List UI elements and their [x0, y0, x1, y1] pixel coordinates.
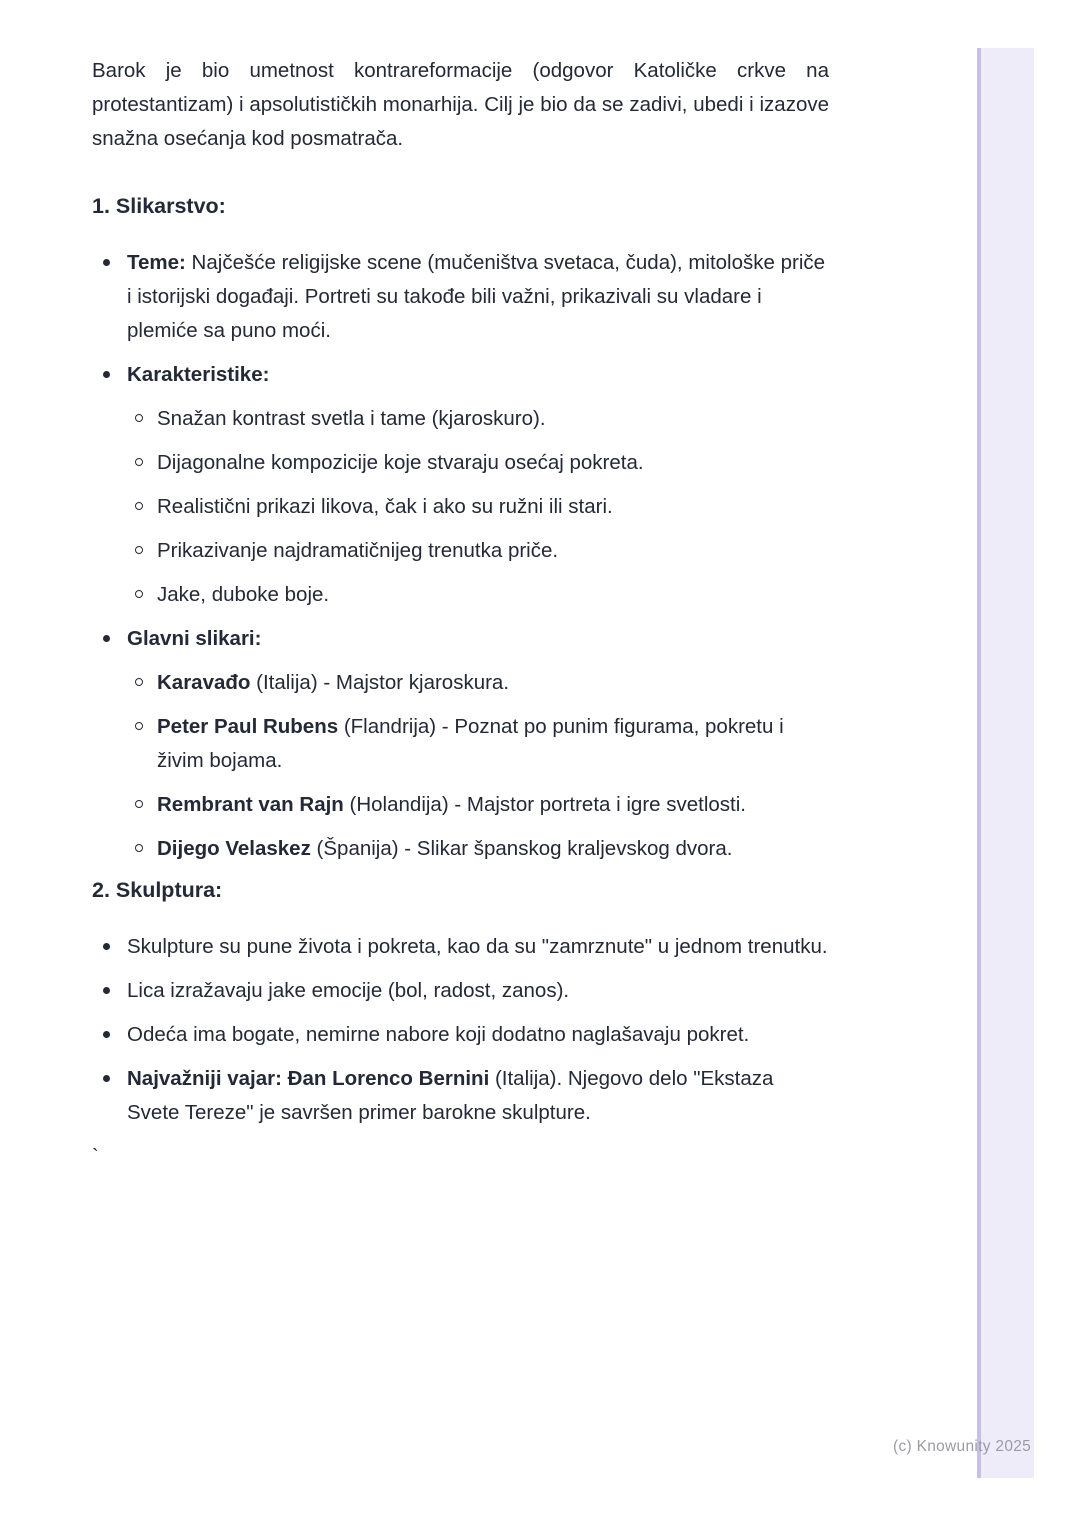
- bullet-icon: [103, 259, 110, 266]
- list-item-text: Dijagonalne kompozicije koje stvaraju osećaj pokreta.: [157, 451, 644, 474]
- list-item-painter: [127, 710, 829, 778]
- bullet-icon: [103, 371, 110, 378]
- list-item-painter: [127, 832, 829, 866]
- list-item-text: Lica izražavaju jake emocije (bol, radost, zanos).: [127, 979, 570, 1002]
- list-item: [127, 534, 829, 568]
- circle-bullet-icon: [135, 722, 143, 730]
- list-item-painter: [127, 666, 829, 700]
- painter-name: Rembrant van Rajn: [157, 793, 344, 816]
- circle-bullet-icon: [135, 800, 143, 808]
- painter-description: (Italija) - Majstor kjaroskura.: [250, 671, 510, 694]
- list-item-karakteristike: [92, 358, 829, 612]
- painter-description: (Holandija) - Majstor portreta i igre svetlosti.: [343, 793, 746, 816]
- circle-bullet-icon: [135, 546, 143, 554]
- list-item-bold-label: Karakteristike:: [127, 363, 270, 386]
- circle-bullet-icon: [135, 502, 143, 510]
- bullet-icon: [103, 987, 110, 994]
- slikarstvo-list: [92, 246, 829, 866]
- list-item-glavni-slikari: [92, 622, 829, 866]
- skulptura-list: [92, 930, 829, 1130]
- painter-name: Peter Paul Rubens: [157, 715, 339, 738]
- painter-name: Karavađo: [157, 671, 251, 694]
- circle-bullet-icon: [135, 590, 143, 598]
- list-item-text: Jake, duboke boje.: [157, 583, 330, 606]
- list-item-bold-label: Teme:: [127, 251, 186, 274]
- copyright-watermark: (c) Knowunity 2025: [893, 1438, 1032, 1455]
- section-heading-skulptura: 2. Skulptura:: [92, 878, 223, 902]
- list-item-text: (Italija). Njegovo delo "Ekstaza Svete Tereze" je savršen primer barokne skulpture.: [127, 1067, 774, 1124]
- list-item-bold-label: Najvažniji vajar: Đan Lorenco Bernini: [127, 1067, 490, 1090]
- list-item: [92, 974, 829, 1008]
- bullet-icon: [103, 943, 110, 950]
- list-item-teme: [92, 246, 829, 348]
- circle-bullet-icon: [135, 414, 143, 422]
- list-item: [127, 490, 829, 524]
- page-edge-strip: [977, 48, 1034, 1478]
- stray-backtick-char: `: [92, 1146, 99, 1168]
- bullet-icon: [103, 635, 110, 642]
- list-item-text: Skulpture su pune života i pokreta, kao da su "zamrznute" u jednom trenutku.: [127, 935, 828, 958]
- bullet-icon: [103, 1031, 110, 1038]
- bullet-icon: [103, 1075, 110, 1082]
- painter-description: (Španija) - Slikar španskog kraljevskog dvora.: [310, 837, 733, 860]
- list-item-text: Snažan kontrast svetla i tame (kjaroskuro).: [157, 407, 546, 430]
- list-item-text: Odeća ima bogate, nemirne nabore koji dodatno naglašavaju pokret.: [127, 1023, 750, 1046]
- document-content: [92, 54, 829, 1174]
- list-item: [92, 930, 829, 964]
- painter-name: Dijego Velaskez: [157, 837, 311, 860]
- circle-bullet-icon: [135, 678, 143, 686]
- circle-bullet-icon: [135, 458, 143, 466]
- slikari-sublist: [127, 666, 829, 866]
- section-heading-slikarstvo: 1. Slikarstvo:: [92, 194, 226, 218]
- list-item: [127, 446, 829, 480]
- list-item-text: Prikazivanje najdramatičnijeg trenutka priče.: [157, 539, 559, 562]
- painter-description: (Flandrija) - Poznat po punim figurama, pokretu i živim bojama.: [157, 715, 784, 772]
- intro-paragraph: Barok je bio umetnost kontrareformacije (odgovor Katoličke crkve na protestantizam) i apsolutističkih monarhija. Cilj je bio da se zadivi, ubedi i izazove snažna osećanja kod posmatrača.: [92, 59, 829, 150]
- list-item: [127, 578, 829, 612]
- list-item-bold-label: Glavni slikari:: [127, 627, 262, 650]
- karakteristike-sublist: [127, 402, 829, 612]
- list-item-text: Realistični prikazi likova, čak i ako su ružni ili stari.: [157, 495, 613, 518]
- circle-bullet-icon: [135, 844, 143, 852]
- list-item: [127, 402, 829, 436]
- list-item: [92, 1018, 829, 1052]
- list-item-text: Najčešće religijske scene (mučeništva svetaca, čuda), mitološke priče i istorijski događaji. Portreti su takođe bili važni, prikazivali su vladare i plemiće sa puno moći.: [127, 251, 826, 342]
- list-item-painter: [127, 788, 829, 822]
- list-item-bernini: [92, 1062, 829, 1130]
